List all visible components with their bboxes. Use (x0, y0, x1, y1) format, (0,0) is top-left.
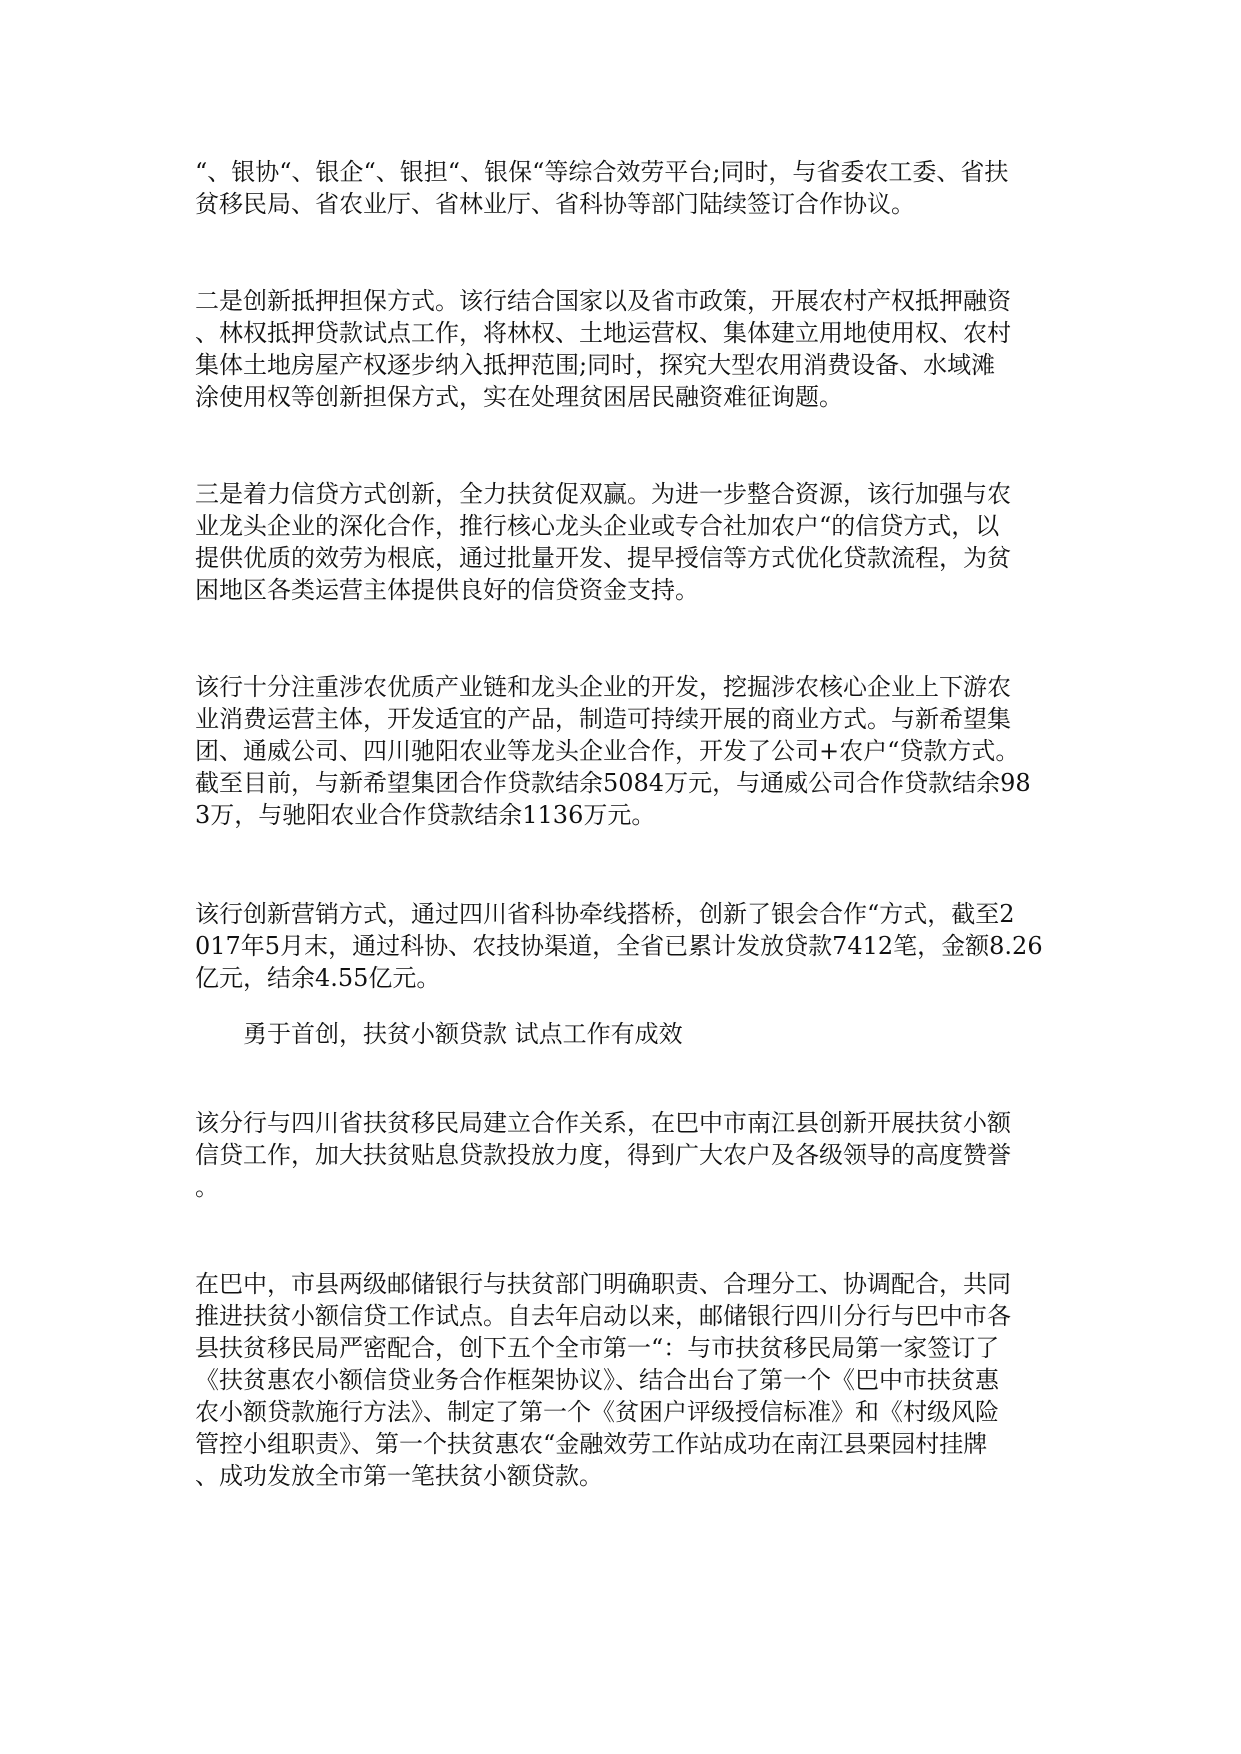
paragraph-bazhong-pilot: 在巴中，市县两级邮储银行与扶贫部门明确职责、合理分工、协调配合，共同 推进扶贫小额信贷工作试点。自去年启动以来，邮储银行四川分行与巴中市各 县扶贫移民局严密配合，创下五个全市第一“：与市扶贫移民局第一家签订了 《扶贫惠农小额信贷业务合作框架协议》、结合出台了第一个《巴中市扶贫惠 农小额贷款施行方法》、制定了第一个《贫困户评级授信标准》和《村级风险 管控小组职责》、第一个扶贫惠农“金融效劳工作站成功在南江县栗园村挂牌 、成功发放全市第一笔扶贫小额贷款。 (195, 1270, 1011, 1490)
paragraph-credit-innovation: 三是着力信贷方式创新，全力扶贫促双赢。为进一步整合资源，该行加强与农 业龙头企业的深化合作，推行核心龙头企业或专合社加农户“的信贷方式，以 提供优质的效劳为根底，通过批量开发、提早授信等方式优化贷款流程，为贫 困地区各类运营主体提供良好的信贷资金支持。 (195, 480, 1011, 604)
paragraph-industry-chain: 该行十分注重涉农优质产业链和龙头企业的开发，挖掘涉农核心企业上下游农 业消费运营主体，开发适宜的产品，制造可持续开展的商业方式。与新希望集 团、通威公司、四川驰阳农业等龙头企业合作，开发了公司+农户“贷款方式。 截至目前，与新希望集团合作贷款结余5084万元，与通威公司合作贷款结余98 3万，与驰阳农业合作贷款结余1136万元。 (195, 673, 1031, 829)
paragraph-service-platforms: “、银协“、银企“、银担“、银保“等综合效劳平台;同时，与省委农工委、省扶 贫移民局、省农业厅、省林业厅、省科协等部门陆续签订合作协议。 (195, 158, 1009, 218)
paragraph-poverty-cooperation: 该分行与四川省扶贫移民局建立合作关系，在巴中市南江县创新开展扶贫小额 信贷工作，加大扶贫贴息贷款投放力度，得到广大农户及各级领导的高度赞誉 。 (195, 1109, 1011, 1201)
document-page (195, 0, 1055, 1754)
paragraph-marketing-innovation: 该行创新营销方式，通过四川省科协牵线搭桥，创新了银会合作“方式，截至2 017年5月末，通过科协、农技协渠道，全省已累计发放贷款7412笔，金额8.26 亿元，结余4.55亿元。 (195, 900, 1043, 992)
section-heading: 勇于首创，扶贫小额贷款 试点工作有成效 (243, 1020, 683, 1048)
paragraph-collateral-innovation: 二是创新抵押担保方式。该行结合国家以及省市政策，开展农村产权抵押融资 、林权抵押贷款试点工作，将林权、土地运营权、集体建立用地使用权、农村 集体土地房屋产权逐步纳入抵押范围;同时，探究大型农用消费设备、水域滩 涂使用权等创新担保方式，实在处理贫困居民融资难征询题。 (195, 287, 1011, 411)
